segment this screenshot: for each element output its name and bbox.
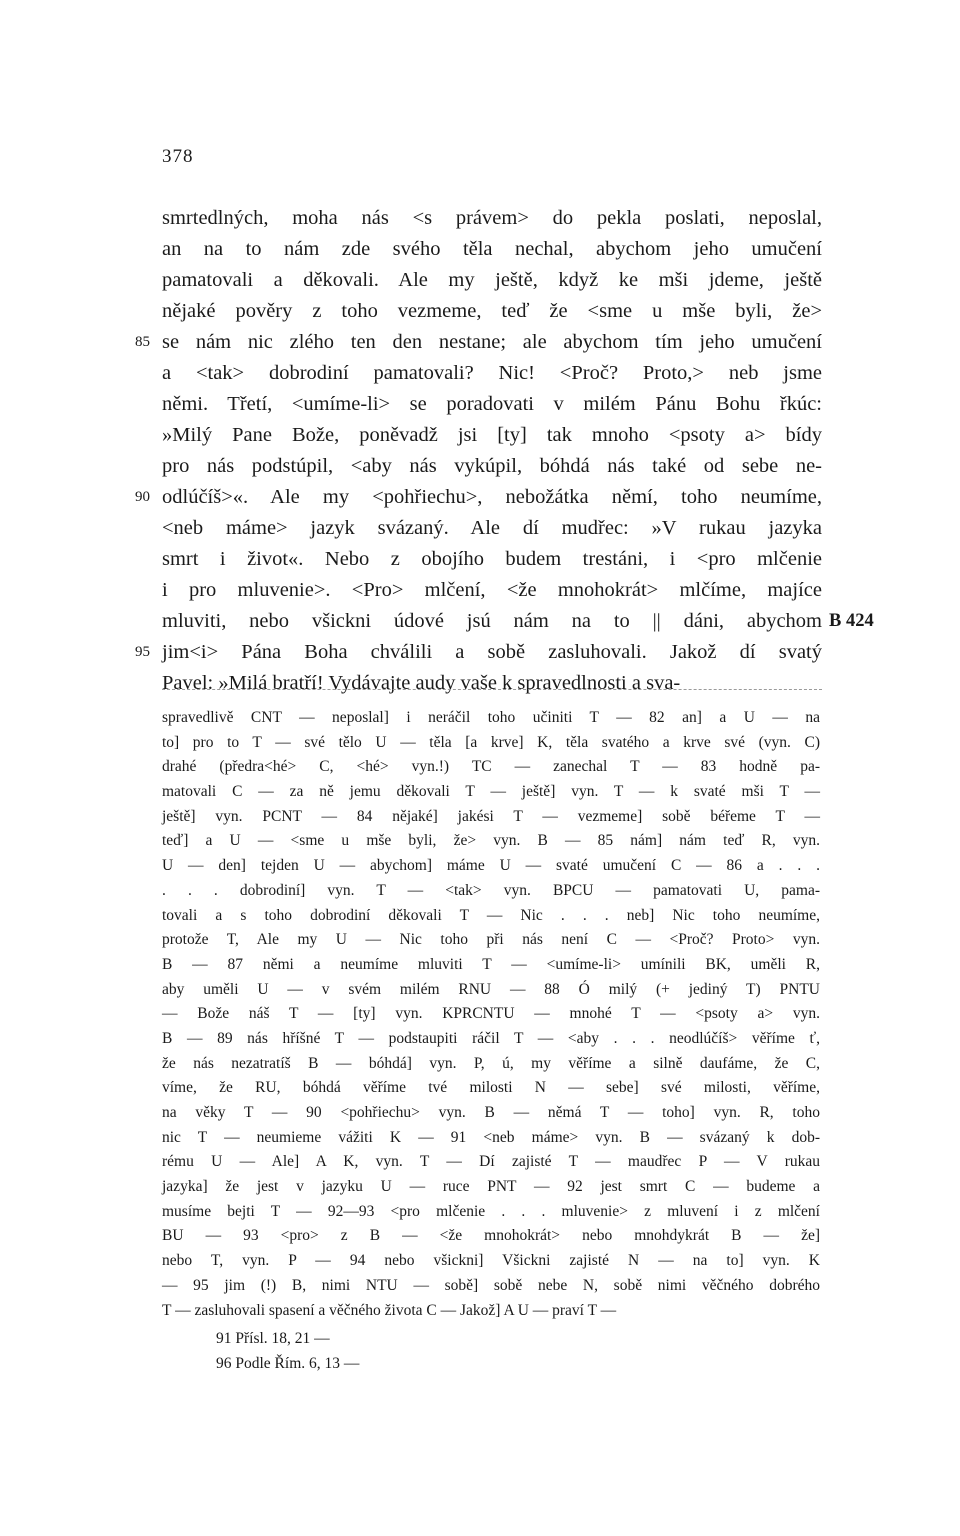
text-line	[135, 637, 822, 668]
apparatus-line: T — zasluhovali spasení a věčného života C — Jakož] A U — praví T —	[162, 1301, 617, 1319]
apparatus-line: tovali a s toho dobrodiní děkovali T — Nic . . . neb] Nic toho neumíme,	[162, 906, 820, 924]
main-text	[135, 203, 874, 699]
apparatus-line: BU — 93 <pro> z B — <že mnohokrát> nebo mnohdykrát B — že]	[162, 1227, 820, 1245]
apparatus-line: nebo T, vyn. P — 94 nebo všickni] Všickni zajisté N — na to] vyn. K	[162, 1252, 820, 1270]
line-text: pamatovali a děkovali. Ale my ještě, když ke mši jdeme, ještě	[162, 269, 822, 291]
apparatus-line: víme, že RU, bóhdá věříme tvé milosti N — sebe] své milosti, věříme,	[162, 1079, 820, 1097]
text-line	[162, 203, 822, 234]
apparatus-line: — Bože náš T — [ty] vyn. KPRCNTU — mnohé T — <psoty a> vyn.	[162, 1005, 820, 1023]
text-line	[162, 265, 822, 296]
critical-apparatus	[162, 706, 820, 1323]
text-line	[162, 575, 822, 606]
line-text: Pavel: »Milá bratří! Vydávajte audy vaše k spravedlnosti a sva-	[162, 672, 681, 694]
line-number: 85	[135, 334, 150, 350]
margin-reference: B 424	[829, 611, 874, 631]
footnote-divider	[162, 689, 822, 690]
apparatus-line: B — 89 nás hříšné T — podstaupiti ráčil T — <aby . . . neodlúčíš> věříme ť,	[162, 1029, 820, 1047]
apparatus-line: ještě] vyn. PCNT — 84 nějaké] jakési T — vezmeme] sobě béřeme T —	[162, 807, 820, 825]
line-number: 95	[135, 644, 150, 660]
line-text: nějaké pověry z toho vezmeme, teď že <sme u mše byli, že>	[162, 300, 822, 322]
line-text: i pro mluvenie>. <Pro> mlčení, <že mnohokrát> mlčíme, majíce	[162, 579, 822, 601]
page-number: 378	[162, 146, 194, 167]
line-text: jim<i> Pána Boha chválili a sobě zasluhovali. Jakož dí svatý	[162, 641, 822, 663]
reference-line: 96 Podle Řím. 6, 13 —	[216, 1355, 360, 1372]
apparatus-line: rému U — Ale] A K, vyn. T — Dí zajisté T — maudřec P — V rukau	[162, 1153, 820, 1171]
apparatus-line: aby uměli U — v svém milém RNU — 88 Ó milý (+ jediný T) PNTU	[162, 980, 820, 998]
apparatus-line: že nás nezatratíš B — bóhdá] vyn. P, ú, my věříme a silně daufáme, že C,	[162, 1054, 820, 1072]
line-text: smrtedlných, moha nás <s právem> do pekla poslati, neposlal,	[162, 207, 822, 229]
line-text: němi. Třetí, <umíme-li> se poradovati v milém Pánu Bohu řkúc:	[162, 393, 822, 415]
reference-line: 91 Přísl. 18, 21 —	[216, 1330, 330, 1347]
text-line	[162, 606, 874, 637]
text-line	[135, 482, 822, 513]
line-text: mluviti, nebo všickni údové jsú nám na to || dáni, abychom	[162, 610, 822, 632]
line-text: an na to nám zde svého těla nechal, abychom jeho umučení	[162, 238, 822, 260]
apparatus-line: to] pro to T — své tělo U — těla [a krve] K, těla svatého a krve své (vyn. C)	[162, 733, 820, 751]
apparatus-line: drahé (předra<hé> C, <hé> vyn.!) TC — zanechal T — 83 hodně pa-	[162, 758, 820, 776]
apparatus-line: jazyka] že jest v jazyku U — ruce PNT — 92 jest smrt C — budeme a	[162, 1178, 820, 1196]
text-line	[162, 358, 822, 389]
text-line	[162, 389, 822, 420]
source-references	[216, 1326, 359, 1376]
text-line	[162, 513, 822, 544]
apparatus-line: musíme bejti T — 92—93 <pro mlčenie . . . mluvenie> z mluvení i z mlčení	[162, 1202, 820, 1220]
line-text: odlúčíš>«. Ale my <pohřiechu>, nebožátka němí, toho neumíme,	[162, 486, 822, 508]
text-line	[135, 327, 822, 358]
line-text: se nám nic zlého ten den nestane; ale abychom tím jeho umučení	[162, 331, 822, 353]
text-line	[162, 420, 822, 451]
line-text: smrt i život«. Nebo z obojího budem trestáni, i <pro mlčenie	[162, 548, 822, 570]
text-line	[162, 296, 822, 327]
apparatus-line: B — 87 němi a neumíme mluviti T — <umíme-li> umínili BK, uměli R,	[162, 955, 820, 973]
line-text: a <tak> dobrodiní pamatovali? Nic! <Proč? Proto,> neb jsme	[162, 362, 822, 384]
text-line	[162, 544, 822, 575]
apparatus-line: protože T, Ale my U — Nic toho při nás není C — <Proč? Proto> vyn.	[162, 931, 820, 949]
line-text: <neb máme> jazyk svázaný. Ale dí mudřec: »V rukau jazyka	[162, 517, 822, 539]
apparatus-line: spravedlivě CNT — neposlal] i neráčil toho učiniti T — 82 an] a U — na	[162, 709, 820, 726]
apparatus-line: U — den] tejden U — abychom] máme U — svaté umučení C — 86 a . . .	[162, 857, 820, 875]
line-text: »Milý Pane Bože, poněvadž jsi [ty] tak mnoho <psoty a> bídy	[162, 424, 822, 446]
apparatus-line: matovali C — za ně jemu děkovali T — ještě] vyn. T — k svaté mši T —	[162, 783, 820, 801]
text-line	[162, 668, 822, 699]
apparatus-line: . . . dobrodiní] vyn. T — <tak> vyn. BPCU — pamatovati U, pama-	[162, 881, 820, 899]
text-line	[162, 234, 822, 265]
line-number: 90	[135, 489, 150, 505]
apparatus-line: teď] a U — <sme u mše byli, že> vyn. B — 85 nám] nám teď R, vyn.	[162, 832, 820, 850]
apparatus-line: na věky T — 90 <pohřiechu> vyn. B — němá T — toho] vyn. R, toho	[162, 1104, 820, 1121]
apparatus-line: — 95 jim (!) B, nimi NTU — sobě] sobě nebe N, sobě nimi věčného dobrého	[162, 1276, 820, 1294]
line-text: pro nás podstúpil, <aby nás vykúpil, bóhdá nás také od sebe ne-	[162, 455, 822, 477]
apparatus-line: nic T — neumieme vážiti K — 91 <neb máme> vyn. B — svázaný k dob-	[162, 1128, 820, 1146]
text-line	[162, 451, 822, 482]
